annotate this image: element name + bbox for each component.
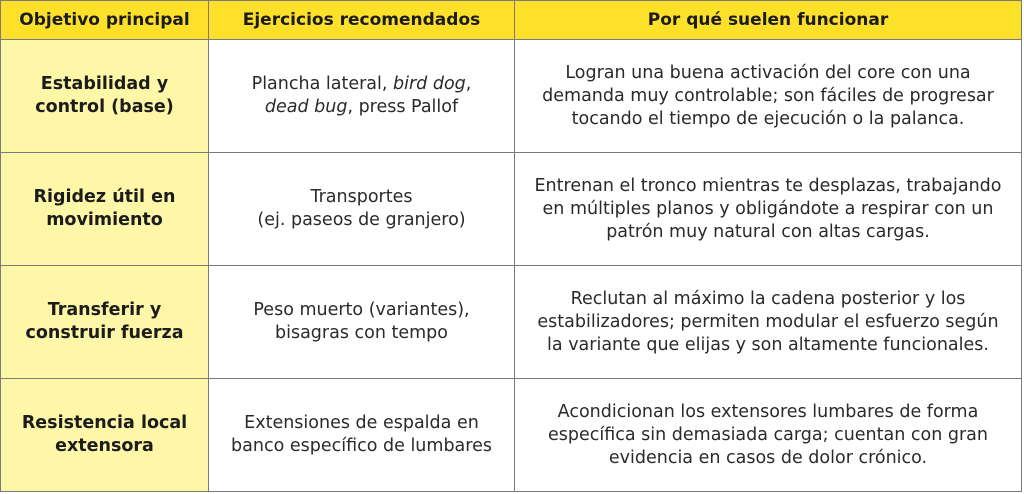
reason-cell (515, 379, 1022, 492)
objective-line: Rigidez útil en (33, 187, 176, 207)
exercise-line (219, 299, 504, 322)
reason-line: demanda muy controlable; son fáciles de progresar (542, 85, 994, 106)
exercise-line (219, 322, 504, 345)
objective-line: movimiento (46, 210, 163, 230)
exercise-line (219, 412, 504, 435)
reason-line: Acondicionan los extensores lumbares de forma (557, 401, 979, 422)
exercise-text: Peso muerto (variantes), (253, 300, 470, 320)
exercise-text: banco específico de lumbares (231, 436, 492, 456)
header-row (1, 1, 1022, 40)
exercise-line (219, 209, 504, 232)
exercise-cell (209, 153, 515, 266)
reason-line: Logran una buena activación del core con una (565, 62, 971, 83)
objective-line: Resistencia local (21, 413, 188, 433)
exercise-italic-term: dead bug (264, 97, 348, 117)
reason-line: la variante que elijas y son altamente funcionales. (547, 334, 989, 355)
objective-line: construir fuerza (25, 323, 184, 343)
reason-line: en múltiples planos y obligándote a respirar con un (542, 198, 994, 219)
exercise-line (219, 96, 504, 119)
exercise-italic-term: bird dog (393, 74, 466, 94)
reason-line: evidencia en casos de dolor crónico. (608, 447, 928, 468)
objective-cell (1, 379, 209, 492)
objective-line: Transferir y (47, 300, 162, 320)
objective-cell (1, 40, 209, 153)
objective-cell (1, 153, 209, 266)
exercise-cell (209, 40, 515, 153)
exercise-text: (ej. paseos de granjero) (257, 210, 466, 230)
objective-line: Estabilidad y (40, 74, 169, 94)
table-row (1, 153, 1022, 266)
objective-line: control (base) (35, 97, 174, 117)
reason-line: específica sin demasiada carga; cuentan con gran (548, 424, 988, 445)
exercise-text: Plancha lateral, (251, 74, 393, 94)
exercise-line (219, 73, 504, 96)
table-row (1, 40, 1022, 153)
reason-line: tocando el tiempo de ejecución o la palanca. (571, 108, 965, 129)
exercise-cell (209, 266, 515, 379)
reason-line: Entrenan el tronco mientras te desplazas, trabajando (534, 175, 1002, 196)
exercise-text: Extensiones de espalda en (244, 413, 479, 433)
header-why: Por qué suelen funcionar (515, 1, 1022, 40)
exercise-line (219, 435, 504, 458)
table-row (1, 266, 1022, 379)
exercise-text: , press Pallof (347, 97, 459, 117)
objective-cell (1, 266, 209, 379)
reason-cell (515, 153, 1022, 266)
header-exercises: Ejercicios recomendados (209, 1, 515, 40)
reason-line: Reclutan al máximo la cadena posterior y los (570, 288, 966, 309)
exercise-line (219, 186, 504, 209)
table-body (1, 40, 1022, 492)
header-objective: Objetivo principal (1, 1, 209, 40)
exercise-text: , (465, 74, 472, 94)
exercise-text: bisagras con tempo (275, 323, 448, 343)
exercise-cell (209, 379, 515, 492)
exercise-text: Transportes (310, 187, 413, 207)
reason-line: patrón muy natural con altas cargas. (606, 221, 930, 242)
reason-cell (515, 40, 1022, 153)
reason-cell (515, 266, 1022, 379)
reason-line: estabilizadores; permiten modular el esfuerzo según (537, 311, 999, 332)
table-row (1, 379, 1022, 492)
objective-line: extensora (55, 436, 154, 456)
